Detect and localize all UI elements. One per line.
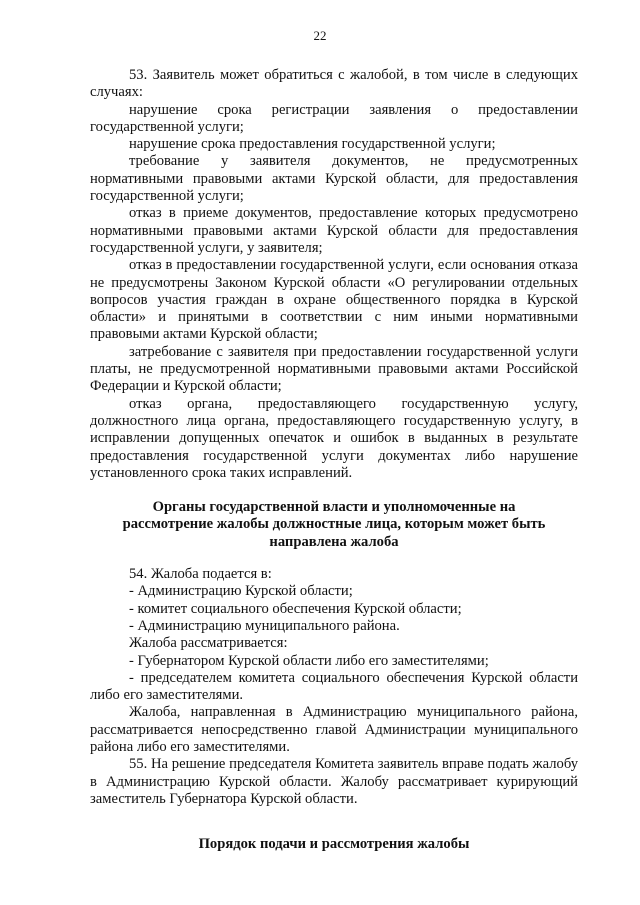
- list-item: - Губернатором Курской области либо его заместителями;: [129, 652, 489, 669]
- paragraph-line: Жалоба рассматривается:: [129, 635, 288, 652]
- section-heading-complaint-bodies: [90, 499, 578, 551]
- list-item: - Администрацию муниципального района.: [129, 617, 400, 634]
- list-item: нарушение срока предоставления государственной услуги;: [129, 136, 496, 153]
- page-number: 22: [313, 28, 327, 43]
- list-item: - комитет социального обеспечения Курской области;: [129, 600, 462, 617]
- list-item: отказ в приеме документов, предоставление которых предусмотрено нормативными правовыми актами Курской области для предоставления государственной услуги, у заявителя;: [90, 205, 578, 256]
- list-item: отказ в предоставлении государственной услуги, если основания отказа не предусмотрены Законом Курской области «О регулировании отдельных вопросов участия граждан в охране общественного порядка в Курской области» и принятыми в соответствии с ним иными нормативными правовыми актами Курской области;: [90, 257, 578, 343]
- list-item: требование у заявителя документов, не предусмотренных нормативными правовыми актами Курской области, для предоставления государственной услуги;: [90, 153, 578, 205]
- list-item: - председателем комитета социального обеспечения Курской области либо его заместителями.: [90, 669, 578, 704]
- heading-line: направлена жалоба: [269, 533, 399, 550]
- list-item: затребование с заявителя при предоставлении государственной услуги платы, не предусмотренной нормативными правовыми актами Российской Федерации и Курской области;: [90, 343, 578, 395]
- paragraph-53-intro: 53. Заявитель может обратиться с жалобой, в том числе в следующих случаях:: [90, 67, 578, 101]
- paragraph-line: Жалоба, направленная в Администрацию муниципального района, рассматривается непосредственно главой Администрации муниципального района либо его заместителями.: [90, 704, 578, 755]
- heading-line: рассмотрение жалобы должностные лица, которым может быть: [122, 516, 546, 533]
- section-heading-complaint-procedure: Порядок подачи и рассмотрения жалобы: [198, 836, 470, 853]
- document-body: [90, 67, 578, 853]
- list-item: - Администрацию Курской области;: [129, 583, 353, 600]
- list-item: нарушение срока регистрации заявления о предоставлении государственной услуги;: [90, 101, 578, 135]
- paragraph-55: 55. На решение председателя Комитета заявитель вправе подать жалобу в Администрацию Курской области. Жалобу рассматривает курирующий заместитель Губернатора Курской области.: [90, 756, 578, 807]
- heading-line: Органы государственной власти и уполномоченные на: [152, 499, 516, 516]
- paragraph-54: 54. Жалоба подается в:: [129, 566, 272, 583]
- list-item: отказ органа, предоставляющего государственную услугу, должностного лица органа, предоставляющего государственную услугу, в исправлении допущенных опечаток и ошибок в выданных в результате предоставления государственной услуги документах либо нарушение установленного срока таких исправлений.: [90, 395, 578, 481]
